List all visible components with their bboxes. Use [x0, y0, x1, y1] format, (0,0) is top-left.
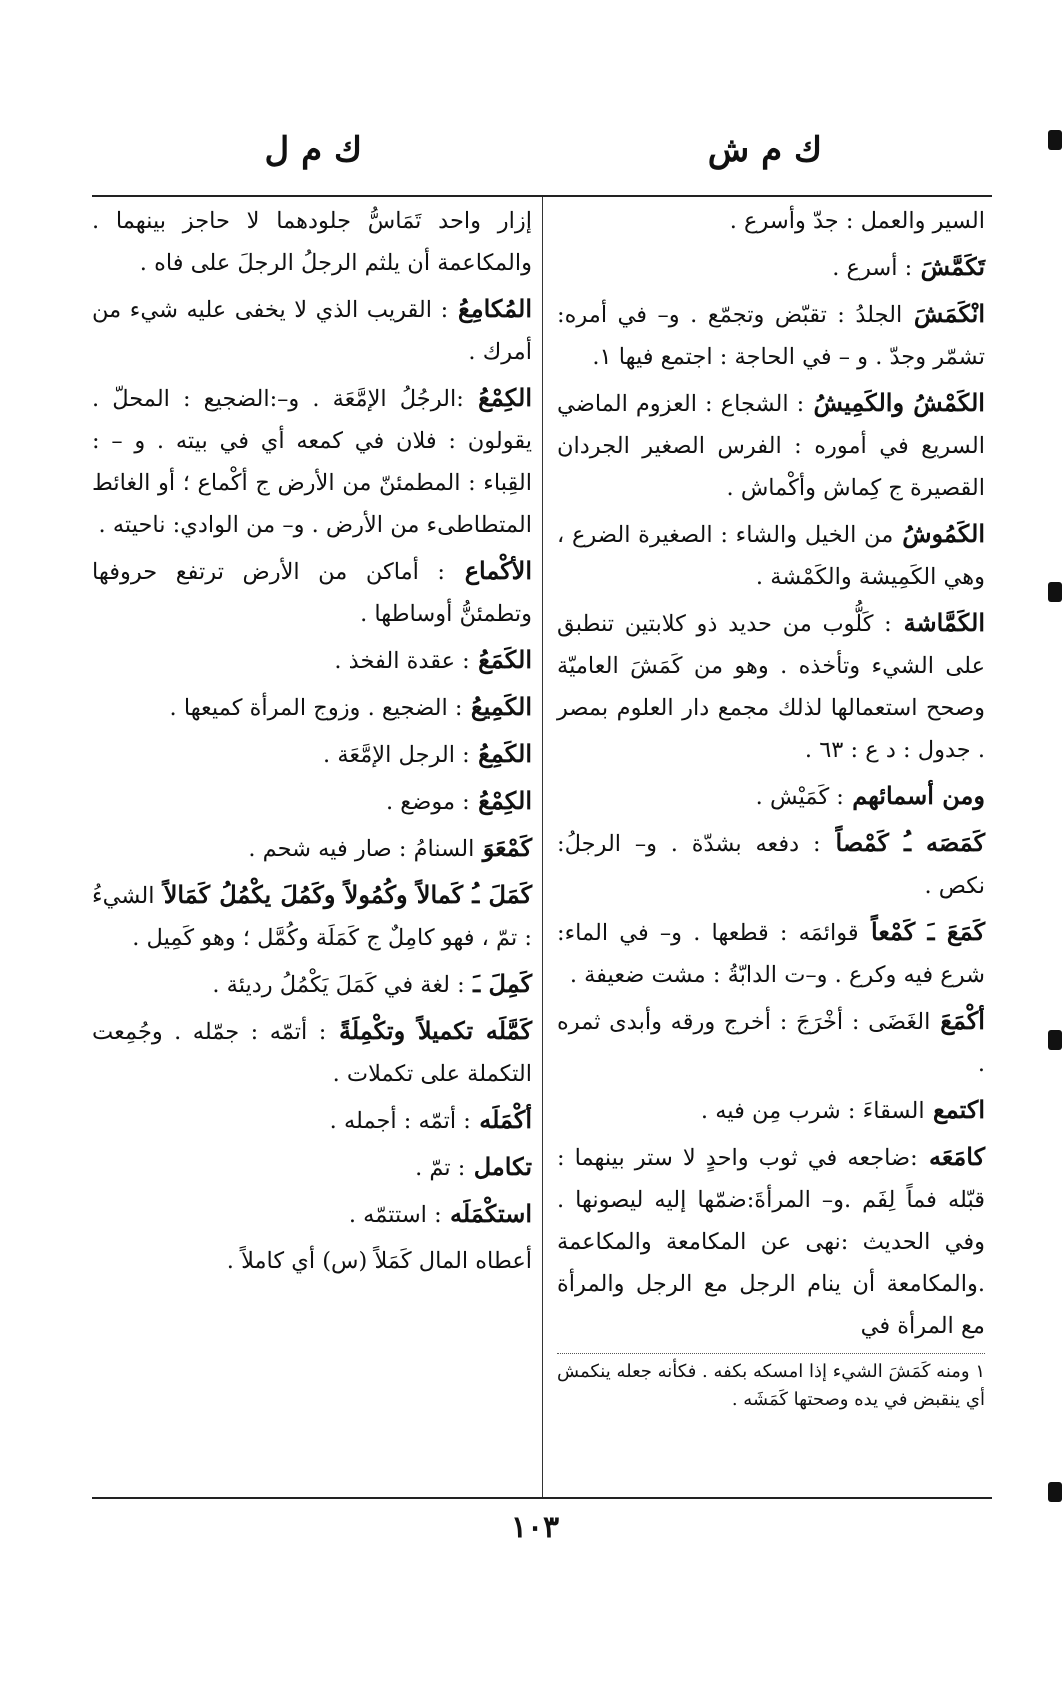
- definition: السقاءَ : شرب مِن فيه .: [700, 1098, 925, 1124]
- definition: السير والعمل : جدّ وأسرع .: [729, 208, 985, 234]
- edge-mark: [1048, 1030, 1062, 1050]
- right-column: [557, 200, 985, 1432]
- definition: : أسرع .: [832, 255, 913, 281]
- headword: الكَمْشُ والكَمِيشُ: [813, 388, 985, 417]
- footnote-rule: [557, 1353, 985, 1354]
- definition: قوائمَه : قطعها . و– في الماء: شرع فيه وكرع . و–ت الدابّةُ : مشت ضعيفة .: [557, 920, 985, 988]
- definition: : موضع .: [385, 789, 470, 815]
- headword: الكَمِيعُ: [470, 692, 532, 721]
- entry: [92, 733, 532, 776]
- definition: : استتمّه .: [348, 1202, 442, 1228]
- entry: [92, 288, 532, 373]
- definition: : تمّ .: [415, 1155, 466, 1181]
- headword: انْكَمَشَ: [913, 299, 985, 328]
- footnote: ١ ومنه كَمَشَ الشيء إذا امسكه بكفه . فكأنه جعله ينكمش أي ينقبض في يده وصحتها كَمَشَه .: [557, 1361, 985, 1410]
- entry: [92, 200, 532, 284]
- headword: الأكْماع: [464, 556, 533, 585]
- entry: [92, 1193, 532, 1236]
- definition: الشيءُ : تمّ ، فهو كامِلٌ ج كَمَلَة وكُمَّل ؛ وهو كَمِيل .: [92, 883, 532, 951]
- headword: المُكامِعُ: [457, 294, 533, 323]
- edge-mark: [1048, 582, 1062, 602]
- definition: السنامُ : صار فيه شحم .: [248, 836, 475, 862]
- entry: [557, 911, 985, 996]
- headword: الكَمَّاشة: [903, 608, 986, 637]
- definition: : كَلُّوب من حديد ذو كلابتين تنطبق على الشيء وتأخذه . وهو من كَمَشَ العاميّة وصحح استعمالها لذلك مجمع دار العلوم بمصر . جدول : د ع : ٦٣ .: [557, 611, 985, 763]
- edge-mark: [1048, 130, 1062, 150]
- headword: كَمْعَوَ: [482, 833, 532, 862]
- definition: :الرجُلُ الإمَّعَة . و–:الضجيع : المحلّ . يقولون : فلان في كمعه أي في بيته . و – : القِباء : المطمئنّ من الأرض ج أكْماع ؛ أو الغائط المتطاطىء من الأرض . و– من الوادي: ناحيته .: [92, 386, 532, 538]
- entry: [557, 200, 985, 242]
- entry: [557, 246, 985, 289]
- entry: [92, 1099, 532, 1142]
- definition: : لغة في كَمَلَ يَكْمُلُ رديئة .: [212, 972, 465, 998]
- bottom-rule: [92, 1497, 992, 1499]
- definition: : الرجل الإمَّعَة .: [323, 742, 470, 768]
- headword: تَكَمَّشَ: [920, 252, 985, 281]
- entry: [92, 550, 532, 635]
- definition: : دفعه بشدّة . و– الرجلُ: نكص .: [557, 831, 985, 899]
- headword: كامَعَه: [928, 1142, 986, 1171]
- entry: [92, 827, 532, 870]
- headword: أكْمَعَ: [940, 1006, 985, 1035]
- entry: [557, 602, 985, 771]
- headword: كَمَلَ ـُ كَمالاً وكُمُولاً وكَمُلَ يكْمُلُ كَمَالاً: [163, 880, 532, 909]
- headword: الكَمُوشُ: [902, 519, 985, 548]
- entry: [557, 513, 985, 598]
- page-number: ١٠٣: [510, 1510, 560, 1545]
- entry: [557, 1000, 985, 1085]
- entry: [557, 1136, 985, 1347]
- headword: كَمَعَ ـَ كَمْعاً: [871, 917, 985, 946]
- definition: : كَمَيْش .: [755, 784, 844, 810]
- definition: : الشجاع : العزوم الماضي السريع في أموره : الفرس الصغير الجردان القصيرة ج كِماش وأكْماش .: [557, 391, 985, 501]
- headword: كَمِلَ ـَ: [473, 969, 532, 998]
- entry: [557, 1089, 985, 1132]
- definition: : الضجيع . وزوج المرأة كميعها .: [169, 695, 463, 721]
- entry: [92, 639, 532, 682]
- entry: [92, 1010, 532, 1095]
- entry: [92, 1240, 532, 1282]
- definition: إزار واحد تَمَاسُّ جلودهما لا حاجز بينهما . والمكاعمة أن يلثم الرجلُ الرجلَ على فاه .: [92, 208, 532, 276]
- entry: [92, 874, 532, 959]
- headword: كَمَّلَه تكميلاً وتكْمِلَةً: [338, 1016, 532, 1045]
- headword: كَمَصَه ـُ كَمْصاً: [835, 828, 985, 857]
- headword: اكتمع: [933, 1095, 985, 1124]
- entry: [92, 1146, 532, 1189]
- headword: الكَمِعُ: [478, 739, 532, 768]
- definition: الغَضَى : أخْرَجَ : أخرج ورقه وأبدى ثمره .: [557, 1009, 985, 1077]
- definition: : عقدة الفخذ .: [334, 648, 470, 674]
- entry: [557, 822, 985, 907]
- column-divider: [542, 197, 543, 1497]
- definition: : أتمّه : أجمله .: [329, 1108, 471, 1134]
- entry: [92, 963, 532, 1006]
- definition: أعطاه المال كَمَلاً (س) أي كاملاً .: [226, 1248, 532, 1274]
- definition: : أماكن من الأرض ترتفع حروفها وتطمئنُّ أوساطها .: [92, 559, 532, 627]
- left-column: [92, 200, 532, 1286]
- entry: [557, 382, 985, 509]
- definition: :ضاجعه في ثوب واحدٍ لا ستر بينهما : قبّله فماً لِفَم .و– المرأةَ:ضمّها إليه ليصونها . وفي الحديث :نهى عن المكامعة والمكاعمة .والمكامعة أن ينام الرجل مع الرجل والمرأة مع المرأة في: [557, 1145, 985, 1339]
- definition: : أتمّه : جمّله . وجُمِعت التكملة على تكملات .: [92, 1019, 532, 1087]
- entry: [92, 377, 532, 546]
- header-root-right: ك م ش: [707, 130, 822, 170]
- entry: [92, 780, 532, 823]
- headword: الكِمْعُ: [478, 786, 532, 815]
- headword: تكامل: [473, 1152, 532, 1181]
- edge-mark: [1048, 1482, 1062, 1502]
- entry: [557, 775, 985, 818]
- entry: [92, 686, 532, 729]
- headword: ومن أسمائهم: [852, 781, 985, 810]
- headword: الكِمْعُ: [478, 383, 532, 412]
- headword: استكْمَلَه: [450, 1199, 532, 1228]
- headword: الكَمَعُ: [478, 645, 532, 674]
- header-root-left: ك م ل: [264, 130, 362, 170]
- definition: من الخيل والشاء : الصغيرة الضرع ، وهي الكَمِيشة والكَمْشة .: [557, 522, 985, 590]
- definition: : القريب الذي لا يخفى عليه شيء من أمرك .: [92, 297, 532, 365]
- entry: [557, 293, 985, 378]
- definition: الجلدُ : تقبّض وتجمّع . و– في أمره: تشمّر وجدّ . و – في الحاجة : اجتمع فيها ١.: [557, 302, 985, 370]
- headword: أكْمَلَه: [479, 1105, 532, 1134]
